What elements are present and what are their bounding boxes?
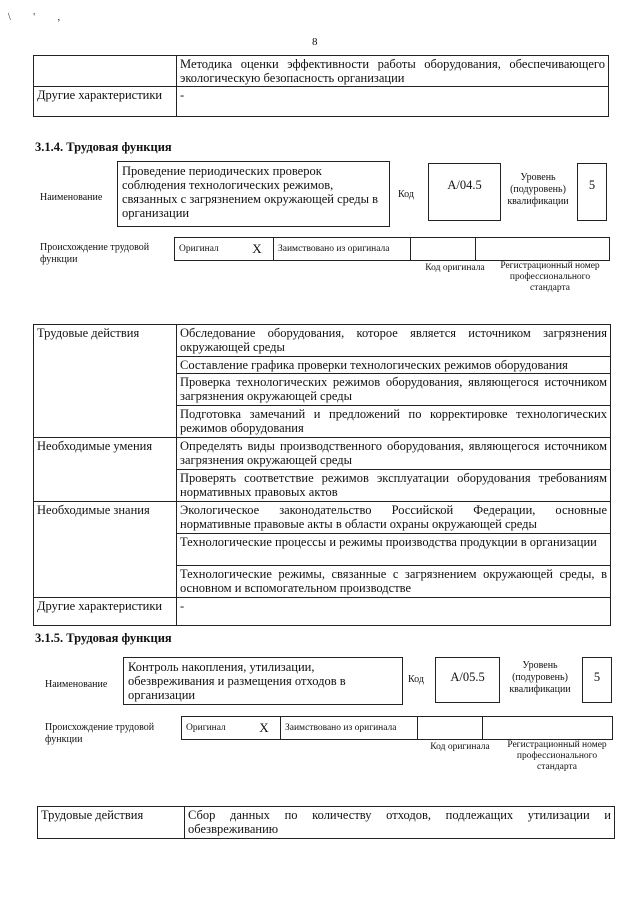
origin-label: Происхождение трудовой функции <box>40 242 150 265</box>
function-details-table <box>37 806 615 839</box>
qualification-level-label: Уровень (подуровень) квалификации <box>507 172 569 207</box>
knowledge-item: Технологические режимы, связанные с загрязнением окружающей среды, в основном и вспомогательном производстве <box>177 566 611 598</box>
actions-label: Трудовые действия <box>34 325 177 438</box>
function-name-box: Контроль накопления, утилизации, обезвреживания и размещения отходов в организации <box>123 657 403 705</box>
knowledge-label: Необходимые знания <box>34 502 177 598</box>
original-code-label: Код оригинала <box>425 263 485 273</box>
borrowed-label: Заимствовано из оригинала <box>281 717 418 740</box>
table-row <box>34 56 609 87</box>
knowledge-item: Экологическое законодательство Российской Федерации, основные нормативные правовые акты в области охраны окружающей среды <box>177 502 611 534</box>
knowledge-item: Технологические процессы и режимы производства продукции в организации <box>177 534 611 566</box>
top-continuation-table <box>33 55 609 117</box>
section-title: 3.1.5. Трудовая функция <box>35 631 172 645</box>
qualification-level-box: 5 <box>582 657 612 703</box>
original-x-mark: X <box>248 717 281 740</box>
action-item: Подготовка замечаний и предложений по корректировке технологических режимов оборудования <box>177 406 611 438</box>
original-label: Оригинал <box>182 717 249 740</box>
table-row <box>182 717 613 740</box>
original-code-cell <box>418 717 483 740</box>
origin-label: Происхождение трудовой функции <box>45 722 155 745</box>
action-item: Составление графика проверки технологических режимов оборудования <box>177 357 611 374</box>
function-details-table <box>33 324 611 626</box>
skill-item: Проверять соответствие режимов эксплуатации оборудования требованиям нормативных правовых актов <box>177 470 611 502</box>
table-cell: - <box>177 87 609 117</box>
table-row <box>38 807 615 839</box>
table-row <box>34 87 609 117</box>
page-number: 8 <box>312 36 318 48</box>
row-label: Другие характеристики <box>34 87 177 117</box>
original-code-cell <box>411 238 476 261</box>
action-item: Проверка технологических режимов оборудования, являющегося источником загрязнения окружающей среды <box>177 374 611 406</box>
action-item: Сбор данных по количеству отходов, подлежащих утилизации и обезвреживанию <box>185 807 615 839</box>
origin-table <box>174 237 610 261</box>
borrowed-label: Заимствовано из оригинала <box>274 238 411 261</box>
code-label: Код <box>398 189 414 200</box>
reg-number-label: Регистрационный номер профессионального стандарта <box>507 740 607 772</box>
function-code-box: А/05.5 <box>435 657 500 703</box>
code-label: Код <box>408 674 424 685</box>
scan-corner-marks: \ ' , <box>8 12 71 23</box>
original-label: Оригинал <box>175 238 242 261</box>
skills-label: Необходимые умения <box>34 438 177 502</box>
table-cell: Методика оценки эффективности работы оборудования, обеспечивающего экологическую безопасность организации <box>177 56 609 87</box>
qualification-level-label: Уровень (подуровень) квалификации <box>509 660 571 695</box>
table-row <box>34 502 611 534</box>
section-title: 3.1.4. Трудовая функция <box>35 140 172 154</box>
reg-number-label: Регистрационный номер профессионального стандарта <box>500 261 600 293</box>
function-name-box: Проведение периодических проверок соблюдения технологических режимов, связанных с загрязнением окружающей среды в организации <box>117 161 390 227</box>
reg-number-cell <box>483 717 613 740</box>
other-value: - <box>177 598 611 626</box>
table-row <box>34 598 611 626</box>
origin-table <box>181 716 613 740</box>
actions-label: Трудовые действия <box>38 807 185 839</box>
qualification-level-box: 5 <box>577 163 607 221</box>
name-label: Наименование <box>45 679 108 690</box>
table-row <box>34 438 611 470</box>
action-item: Обследование оборудования, которое является источником загрязнения окружающей среды <box>177 325 611 357</box>
other-label: Другие характеристики <box>34 598 177 626</box>
reg-number-cell <box>476 238 610 261</box>
table-row <box>34 325 611 357</box>
table-row <box>175 238 610 261</box>
original-x-mark: X <box>241 238 274 261</box>
name-label: Наименование <box>40 192 103 203</box>
skill-item: Определять виды производственного оборудования, являющегося источником загрязнения окружающей среды <box>177 438 611 470</box>
original-code-label: Код оригинала <box>430 742 490 752</box>
function-code-box: А/04.5 <box>428 163 501 221</box>
empty-label-cell <box>34 56 177 87</box>
